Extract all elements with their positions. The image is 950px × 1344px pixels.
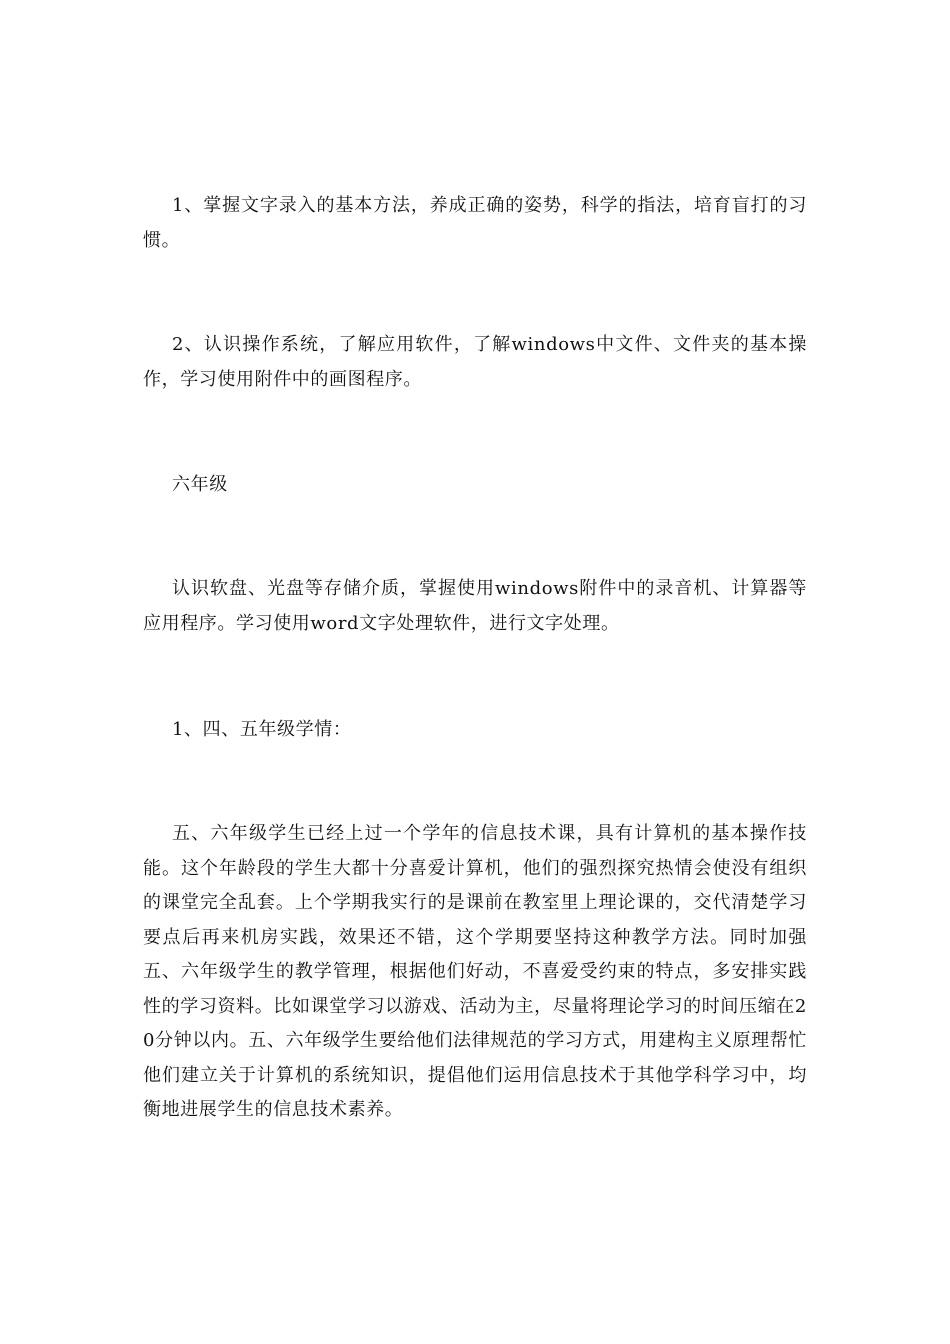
paragraph-typing-skills: 1、掌握文字录入的基本方法，养成正确的姿势，科学的指法，培育盲打的习惯。 xyxy=(143,195,807,251)
paragraph-student-analysis: 五、六年级学生已经上过一个学年的信息技术课，具有计算机的基本操作技能。这个年龄段的学生大都十分喜爱计算机，他们的强烈探究热情会使没有组织的课堂完全乱套。上个学期我实行的是课前在教室里上理论课的，交代清楚学习要点后再来机房实践，效果还不错，这个学期要坚持这种教学方法。同时加强五、六年级学生的教学管理，根据他们好动，不喜爱受约束的特点，多安排实践性的学习资料。比如课堂学习以游戏、活动为主，尽量将理论学习的时间压缩在20分钟以内。五、六年级学生要给他们法律规范的学习方式，用建构主义原理帮忙他们建立关于计算机的系统知识，提倡他们运用信息技术于其他学科学习中，均衡地进展学生的信息技术素养。 xyxy=(143,823,807,1120)
paragraph-storage-media: 认识软盘、光盘等存储介质，掌握使用windows附件中的录音机、计算器等应用程序。学习使用word文字处理软件，进行文字处理。 xyxy=(143,578,807,634)
paragraph-operating-system: 2、认识操作系统，了解应用软件，了解windows中文件、文件夹的基本操作，学习使用附件中的画图程序。 xyxy=(143,334,807,390)
heading-grade-six: 六年级 xyxy=(172,474,228,495)
heading-student-situation: 1、四、五年级学情： xyxy=(172,719,352,740)
